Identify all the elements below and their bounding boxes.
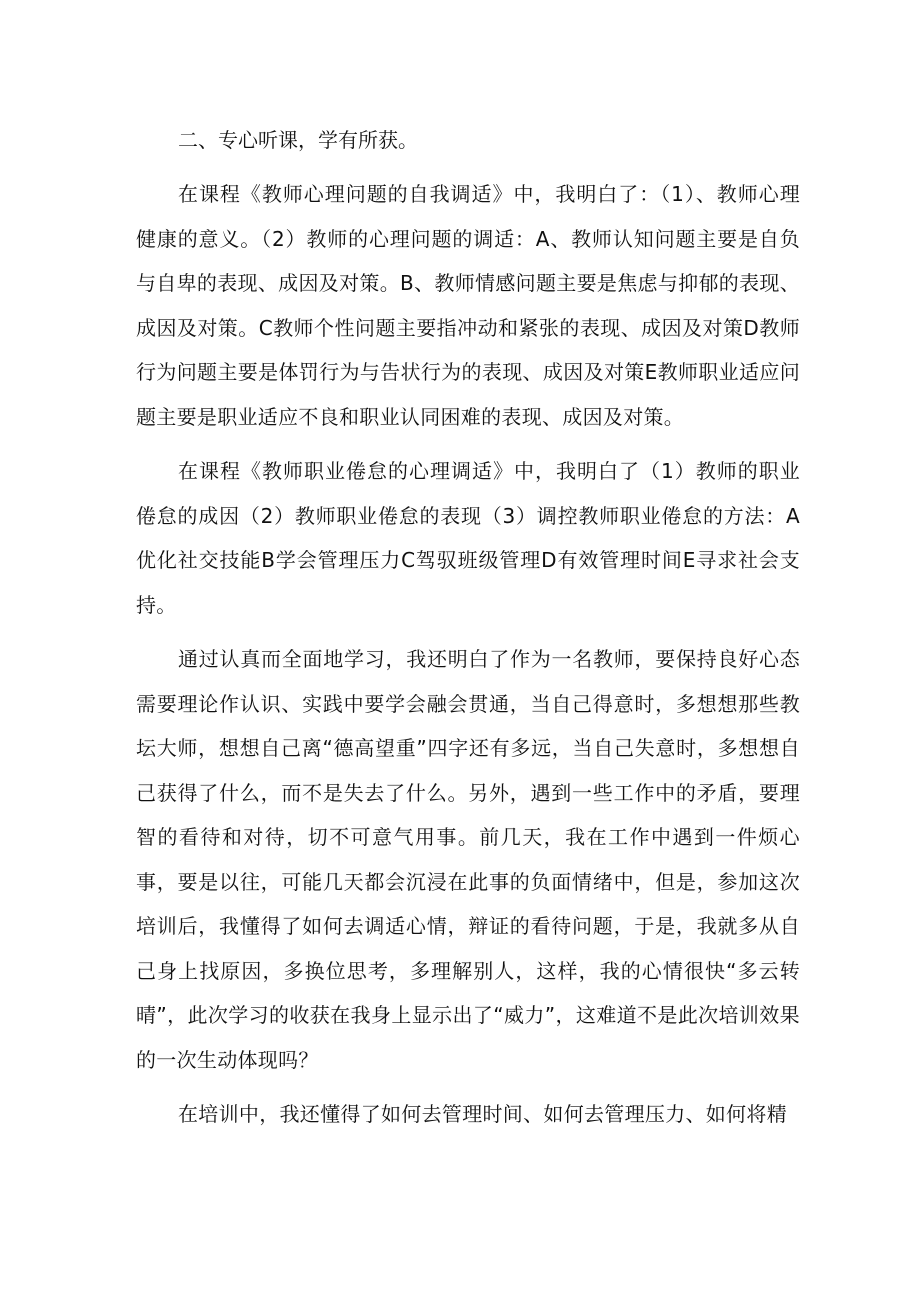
paragraph-course-self-adjustment: 在课程《教师心理问题的自我调适》中，我明白了：（1）、教师心理健康的意义。（2）教师的心理问题的调适：A、教师认知问题主要是自负与自卑的表现、成因及对策。B、教师情感问题主要是焦虑与抑郁的表现、成因及对策。C教师个性问题主要指冲动和紧张的表现、成因及对策D教师行为问题主要是体罚行为与告状行为的表现、成因及对策E教师职业适应问题主要是职业适应不良和职业认同困难的表现、成因及对策。	[136, 182, 800, 429]
paragraph-training: 在培训中，我还懂得了如何去管理时间、如何去管理压力、如何将精	[178, 1102, 787, 1126]
paragraph-course-burnout: 在课程《教师职业倦怠的心理调适》中，我明白了（1）教师的职业倦怠的成因（2）教师职业倦怠的表现（3）调控教师职业倦怠的方法：A优化社交技能B学会管理压力C驾驭班级管理D有效管理时间E寻求社会支持。	[136, 459, 800, 617]
section-heading: 二、专心听课，学有所获。	[178, 128, 418, 152]
document-page	[136, 118, 800, 1147]
paragraph-reflection: 通过认真而全面地学习，我还明白了作为一名教师，要保持良好心态需要理论作认识、实践中要学会融会贯通，当自己得意时，多想想那些教坛大师，想想自己离“德高望重”四字还有多远，当自己失意时，多想想自己获得了什么，而不是失去了什么。另外，遇到一些工作中的矛盾，要理智的看待和对待，切不可意气用事。前几天，我在工作中遇到一件烦心事，要是以往，可能几天都会沉浸在此事的负面情绪中，但是，参加这次培训后，我懂得了如何去调适心情，辩证的看待问题，于是，我就多从自己身上找原因，多换位思考，多理解别人，这样，我的心情很快“多云转晴”，此次学习的收获在我身上显示出了“威力”，这难道不是此次培训效果的一次生动体现吗？	[136, 647, 800, 1072]
